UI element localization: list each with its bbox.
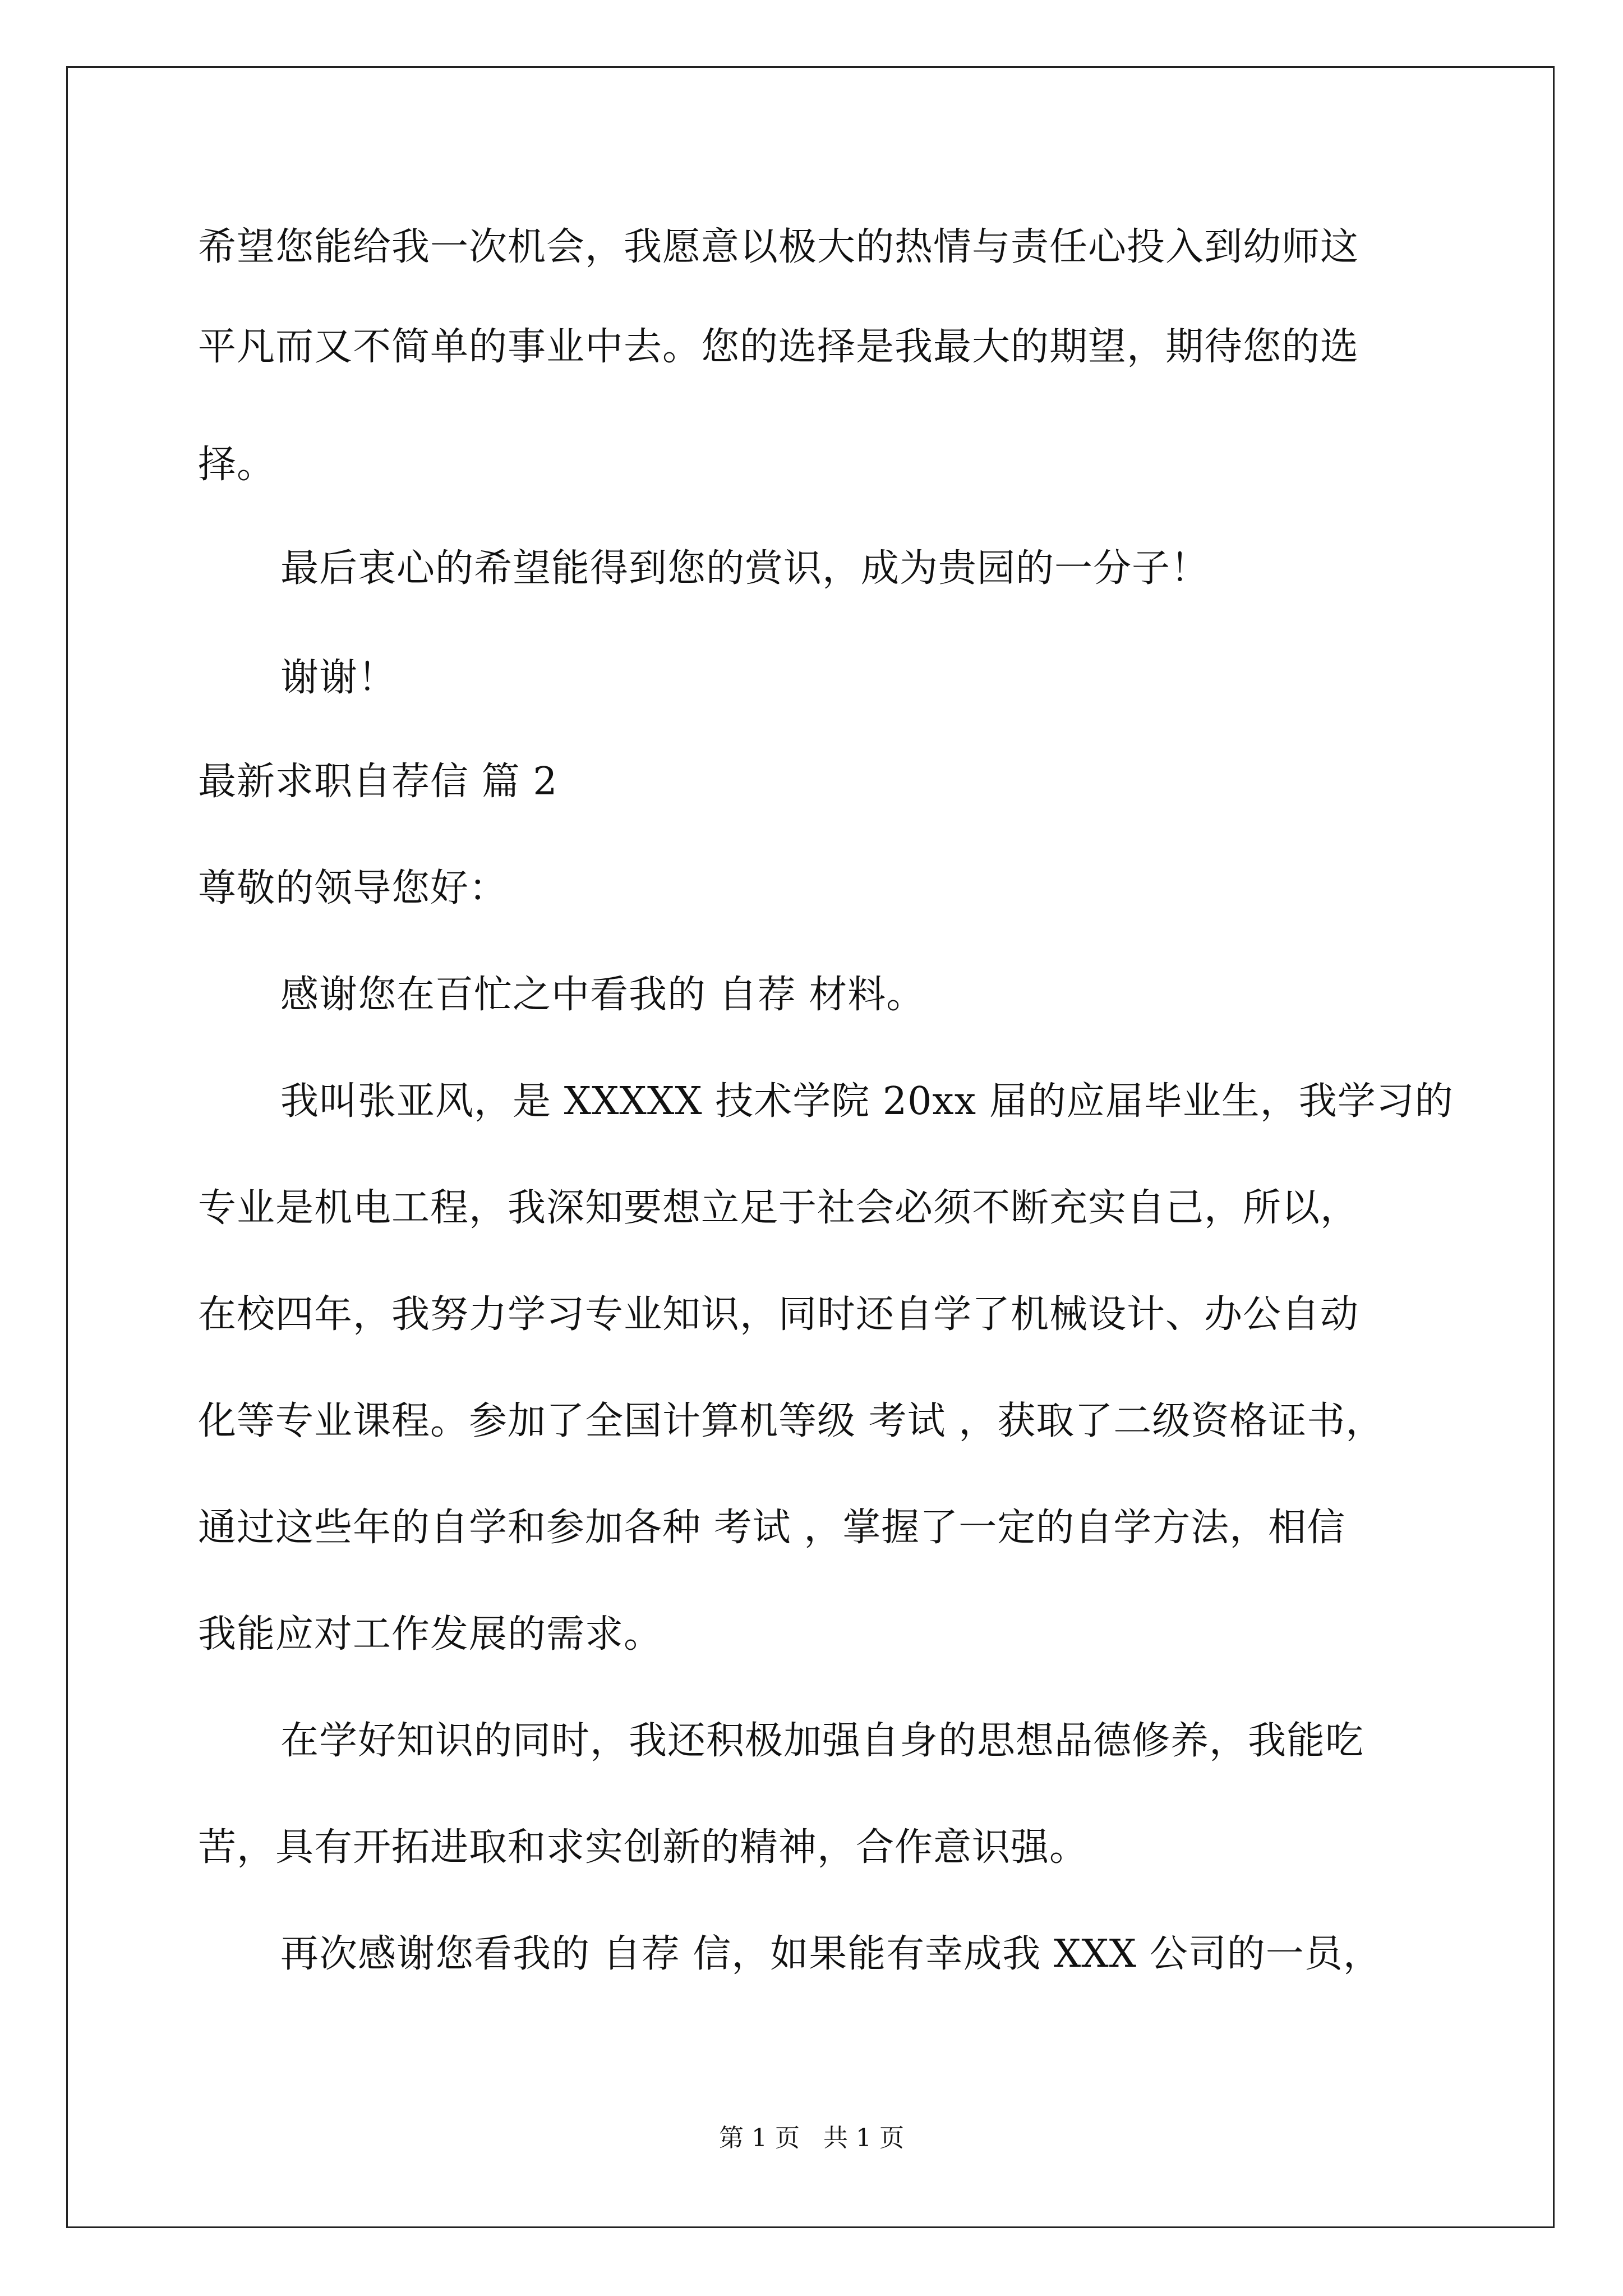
text-line: 专业是机电工程，我深知要想立足于社会必须不断充实自己，所以， [198,1186,1359,1230]
salutation: 尊敬的领导您好： [198,866,508,910]
text-line: 平凡而又不简单的事业中去。您的选择是我最大的期望，期待您的选 [198,325,1359,369]
text-line: 通过这些年的自学和参加各种 考试 ，掌握了一定的自学方法，相信 [198,1506,1346,1550]
text-line: 再次感谢您看我的 自荐 信，如果能有幸成我 XXX 公司的一员， [280,1932,1382,1976]
text-line: 在校四年，我努力学习专业知识，同时还自学了机械设计、办公自动 [198,1292,1359,1337]
text-line: 我能应对工作发展的需求。 [198,1612,663,1657]
text-line: 我叫张亚风，是 XXXXX 技术学院 20xx 届的应届毕业生，我学习的 [280,1079,1454,1124]
section-heading: 最新求职自荐信 篇 2 [198,760,558,804]
text-line: 最后衷心的希望能得到您的赏识，成为贵园的一分子！ [280,546,1210,591]
text-line: 希望您能给我一次机会，我愿意以极大的热情与责任心投入到幼师这 [198,225,1359,269]
text-line: 感谢您在百忙之中看我的 自荐 材料。 [280,973,925,1017]
text-line: 在学好知识的同时，我还积极加强自身的思想品德修养，我能吃 [280,1719,1364,1763]
text-line: 化等专业课程。参加了全国计算机等级 考试 ，获取了二级资格证书， [198,1399,1385,1443]
text-line: 谢谢！ [280,656,397,700]
text-line: 苦，具有开拓进取和求实创新的精神，合作意识强。 [198,1825,1089,1870]
page-footer: 第 1 页 共 1 页 [719,2124,904,2152]
page-frame [66,66,1555,2228]
text-line: 择。 [198,443,276,487]
